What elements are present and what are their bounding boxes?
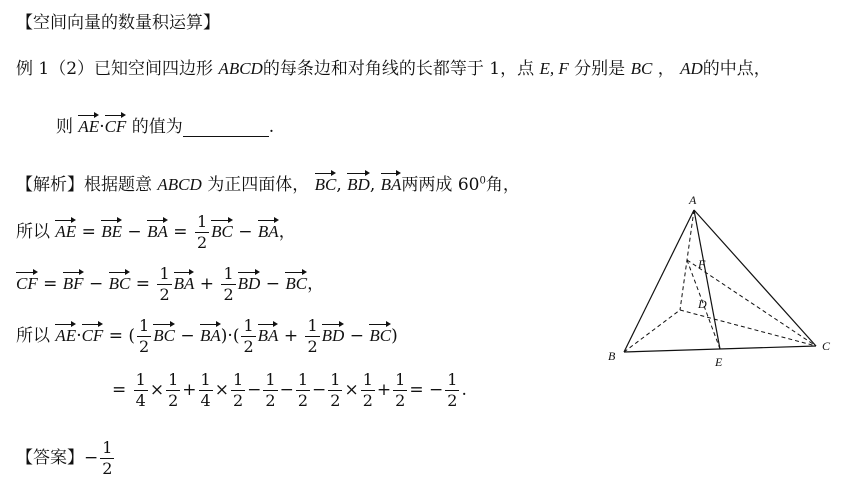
comma: ，	[657, 59, 675, 79]
vector-bd: BD	[322, 323, 345, 346]
points-ef: E, F	[539, 59, 569, 78]
equation-ae: 所以 AE = BE − BA = $\frac{1}{2}$ BC − BA，	[16, 212, 296, 252]
label-e: E	[715, 355, 723, 369]
fraction: $\frac{1}{2}$	[362, 370, 373, 410]
analysis-t2: 为正四面体，	[207, 175, 310, 195]
equation-result: = $\frac{1}{4}$ × $\frac{1}{2}$ + $\frac{1}{4}$ × $\frac{1}{2}$ − $\frac{1}{2}$ − $\frac{1}{2}$ − $\frac{1}{2}$ × $\frac{1}{2}$ + $\frac{1}{2}$ = − $\frac{1}{2}$ .	[112, 370, 467, 410]
fraction-half: $\frac{1}{2}$	[196, 212, 208, 252]
vector-bc: BC	[109, 271, 131, 294]
vector-ae: AE	[78, 114, 99, 137]
so-label: 所以	[16, 222, 50, 242]
fraction: $\frac{1}{2}$	[232, 370, 244, 410]
fraction: $\frac{1}{4}$	[200, 370, 211, 410]
segment-ad: AD	[680, 59, 703, 78]
answer-sign: −	[84, 448, 99, 468]
vector-cf: CF	[82, 323, 104, 346]
fraction-half: $\frac{1}{2}$	[159, 264, 170, 304]
analysis-quad: ABCD	[157, 175, 202, 194]
section-title: 【空间向量的数量积运算】	[16, 13, 220, 33]
vector-cf: CF	[16, 271, 38, 294]
angle-value: 60	[457, 175, 480, 195]
label-b: B	[608, 349, 616, 363]
tetrahedron-figure	[600, 190, 840, 370]
vector-ae: AE	[55, 219, 76, 242]
problem-lead: 例 1（2）已知空间四边形	[16, 59, 214, 79]
vector-bc: BC	[315, 172, 337, 195]
answer-line	[16, 440, 116, 477]
vector-bd: BD	[347, 172, 370, 195]
vector-ae: AE	[55, 323, 76, 346]
vector-bc: BC	[285, 271, 307, 294]
label-c: C	[822, 339, 831, 353]
analysis-t1: 根据题意	[84, 175, 152, 195]
answer-blank[interactable]	[183, 120, 269, 137]
analysis-t3: 两两成	[401, 175, 453, 195]
problem-question: 则 AE·CF 的值为 .	[56, 112, 274, 137]
vector-ba: BA	[147, 219, 168, 242]
fraction: $\frac{1}{2}$	[447, 370, 458, 410]
vector-ba: BA	[174, 271, 195, 294]
answer-label: 【答案】	[16, 448, 84, 468]
answer-fraction: $\frac{1}{2}$	[102, 438, 113, 478]
fraction-half: $\frac{1}{2}$	[223, 264, 234, 304]
vector-ba: BA	[258, 219, 279, 242]
vector-bf: BF	[63, 271, 84, 294]
fraction: $\frac{1}{4}$	[135, 370, 146, 410]
quad-name: ABCD	[218, 59, 263, 78]
vector-bc: BC	[369, 323, 391, 346]
vector-ba: BA	[381, 172, 402, 195]
vector-ba: BA	[200, 323, 221, 346]
so-label-2: 所以	[16, 326, 50, 346]
equation-cf: CF = BF − BC = $\frac{1}{2}$ BA + $\frac{1}{2}$ BD − BC，	[16, 264, 325, 304]
ask-post: 的值为	[131, 117, 183, 137]
edge-ab	[624, 210, 694, 352]
vector-ba: BA	[258, 323, 279, 346]
label-a: A	[689, 193, 697, 207]
analysis-label: 【解析】	[16, 175, 84, 195]
edge-bd	[624, 310, 680, 352]
fraction: $\frac{1}{2}$	[168, 370, 179, 410]
fraction: $\frac{1}{2}$	[265, 370, 276, 410]
fraction-half: $\frac{1}{2}$	[139, 316, 150, 356]
problem-mid2: 分别是	[574, 59, 626, 79]
fraction: $\frac{1}{2}$	[297, 370, 309, 410]
label-d: D	[698, 297, 707, 311]
problem-mid: 的每条边和对角线的长都等于 1，点	[262, 59, 535, 79]
vector-bd: BD	[238, 271, 261, 294]
segment-bc: BC	[630, 59, 653, 78]
vector-be: BE	[101, 219, 122, 242]
vector-cf: CF	[105, 114, 127, 137]
fraction-half: $\frac{1}{2}$	[307, 316, 318, 356]
fraction-half: $\frac{1}{2}$	[243, 316, 254, 356]
equation-product: 所以 AE·CF = ( $\frac{1}{2}$ BC − BA)·( $\frac{1}{2}$ BA + $\frac{1}{2}$ BD − BC)	[16, 316, 398, 356]
ask-pre: 则	[56, 117, 73, 137]
angle-sup: 0	[479, 175, 486, 187]
fraction: $\frac{1}{2}$	[395, 370, 406, 410]
problem-tail: 的中点，	[702, 59, 771, 79]
period: .	[268, 117, 275, 137]
vector-bc: BC	[211, 219, 233, 242]
analysis-t4: 角，	[485, 175, 520, 195]
edge-dc	[680, 310, 816, 346]
fraction: $\frac{1}{2}$	[330, 370, 341, 410]
label-f: F	[698, 257, 706, 271]
edge-ac	[694, 210, 816, 346]
vector-bc: BC	[153, 323, 175, 346]
analysis-line: 【解析】根据题意 ABCD 为正四面体， BC, BD, BA两两成 $60^0$角，	[16, 170, 520, 195]
problem-statement	[16, 54, 771, 79]
